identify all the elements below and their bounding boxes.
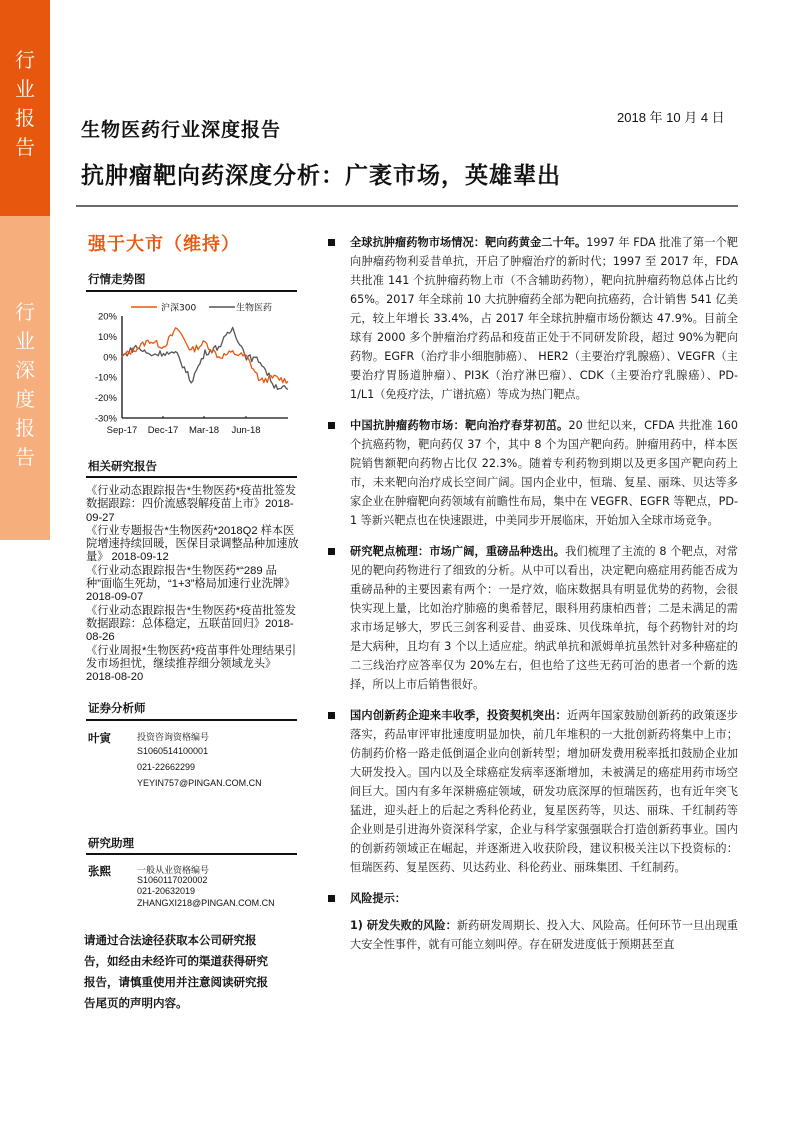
- sidebar-report-subcategory: [0, 216, 50, 540]
- sidebar-char: 告: [15, 445, 35, 469]
- bullet-square-icon: [328, 548, 335, 555]
- risk-item: [326, 916, 738, 954]
- section-divider: [86, 476, 297, 478]
- bullet-square-icon: [328, 712, 335, 719]
- bullet-body: 20 世纪以来，CFDA 共批准 160 个抗癌药物，靶向药仅 37 个，其中 8 个为国产靶向药。肿瘤用药中，样本医院销售额靶向药物占比仅 22.3%。随着专利药物到期以及更多国产靶向药上市，未来靶向治疗成长空间广阔。国内企业中，恒瑞、复星、丽珠、贝达等多家企业在肿瘤靶向药领域有前瞻性布局，集中在 VEGFR、EGFR 等靶点，PD-1 等新兴靶点也在快速跟进，中美同步开展临床，开始加入全球市场竞争。: [350, 419, 738, 527]
- analyst-phone: 021-22662299: [137, 762, 196, 772]
- bullet-body: 近两年国家鼓励创新药的政策逐步落实，药品审评审批速度明显加快，前几年堆积的一大批创新药将集中上市；仿制药价格一路走低倒逼企业向创新转型；增加研发费用税率抵扣鼓励企业加大研发投入。国内以及全球癌症发病率逐渐增加，未被满足的癌症用药市场空间巨大。国内有多年深耕癌症领域，研发功底深厚的恒瑞医药，也有近年突飞猛进，迎头赶上的后起之秀科伦药业，复星医药等，贝达、丽珠、千红制药等企业则是引进海外资深科学家，企业与科学家强强联合打造创新药事业。国内的创新药领域正在崛起，并逐渐进入收获阶段，建议积极关注以下投资标的：恒瑞医药、复星医药、贝达药业、科伦药业、丽珠集团、千红制药。: [350, 709, 738, 874]
- svg-text:-20%: -20%: [94, 393, 117, 405]
- summary-bullet: [326, 233, 738, 404]
- sidebar-char: 度: [15, 387, 35, 411]
- section-divider: [86, 853, 297, 855]
- sidebar-char: 告: [15, 135, 35, 159]
- svg-text:Sep-17: Sep-17: [106, 425, 138, 436]
- bullet-square-icon: [328, 422, 335, 429]
- chart-legend: [131, 302, 272, 314]
- svg-text:10%: 10%: [97, 331, 117, 343]
- svg-text:生物医药: 生物医药: [236, 303, 273, 314]
- bullet-body: 1997 年 FDA 批准了第一个靶向肿瘤药物利妥昔单抗，开启了肿瘤治疗的新时代；1997 至 2017 年，FDA 共批准 141 个抗肿瘤药物上市（不含辅助药物），靶向抗肿瘤药物总体占比约 65%。2017 年全球前 10 大抗肿瘤药全部为靶向抗癌药，合计销售 541 亿美元，较上年增长 33.4%，占 2017 年全球抗肿瘤市场份额达 47.9%。目前全球有 2000 多个肿瘤治疗药品和疫苗正处于不同研发阶段，超过 90%为靶向药物。EGFR（治疗非小细胞肺癌）、 HER2（主要治疗乳腺癌）、VEGFR（主要治疗胃肠道肿瘤）、PI3K（治疗淋巴瘤）、CDK（主要治疗乳腺癌）、PD-1/L1（免疫疗法，广谱抗癌）等成为热门靶点。: [350, 236, 738, 401]
- analyst-cert-label: 投资咨询资格编号: [137, 732, 210, 742]
- chart-series: [122, 327, 288, 389]
- bullet-square-icon: [328, 895, 335, 902]
- analyst-section-title: 证券分析师: [88, 701, 146, 715]
- risk-heading: 1) 研发失败的风险：: [350, 919, 457, 932]
- sidebar-char: 业: [15, 77, 35, 101]
- report-type: 生物医药行业深度报告: [81, 119, 282, 141]
- risk-bullet: [326, 889, 738, 908]
- section-divider: [86, 290, 297, 292]
- analyst-cert-no: S1060514100001: [137, 746, 209, 756]
- related-reports-title: 相关研究报告: [88, 459, 157, 473]
- market-trend-chart: [84, 295, 296, 445]
- line-chart: [84, 295, 296, 445]
- bullet-heading: 全球抗肿瘤药物市场情况：靶向药黄金二十年。: [350, 236, 587, 249]
- svg-text:Jun-18: Jun-18: [231, 425, 261, 436]
- assistant-cert-no: S1060117020002: [137, 874, 208, 885]
- bullet-body: 我们梳理了主流的 8 个靶点，对常见的靶向药物进行了细致的分析。从中可以看出，决定靶向癌症用药能否成为重磅品种的主要因素有两个：一是疗效，临床数据具有明显优势的药物，会很快实现上量，比如治疗肺癌的奥希替尼，眼科用药康柏西普；二是未满足的需求市场足够大，罗氏三剑客利妥昔、曲妥珠、贝伐珠单抗，每个药物针对的均是大病种，且均有 3 个以上适应症。纳武单抗和派姆单抗虽然针对多种癌症的二三线治疗应答率仅为 20%左右，但也给了这些无药可治的患者一个新的选择，所以上市后销售很好。: [350, 545, 738, 691]
- svg-text:Mar-18: Mar-18: [188, 425, 220, 436]
- assistant-email[interactable]: ZHANGXI218@PINGAN.COM.CN: [137, 897, 275, 908]
- bullet-heading: 国内创新药企迎来丰收季，投资契机突出：: [350, 709, 567, 722]
- related-report-link[interactable]: 《行业动态跟踪报告*生物医药*疫苗批签发数据跟踪：总体稳定，五联苗回归》2018-08-26: [86, 604, 297, 644]
- sidebar-char: 行: [15, 48, 35, 72]
- summary-bullet: [326, 416, 738, 530]
- bullet-square-icon: [328, 239, 335, 246]
- svg-text:0%: 0%: [103, 352, 117, 364]
- sidebar-report-category: [0, 0, 50, 216]
- sidebar-char: 业: [15, 329, 35, 353]
- rating-badge: 强于大市（维持）: [88, 234, 240, 255]
- assistant-section-title: 研究助理: [88, 836, 134, 850]
- x-axis-labels: [107, 416, 261, 436]
- sidebar-char: 行: [15, 300, 35, 324]
- section-divider: [86, 719, 297, 721]
- related-reports-list: [86, 485, 301, 684]
- chart-section-title: 行情走势图: [88, 272, 146, 286]
- summary-section: [326, 233, 738, 954]
- sidebar-char: 深: [15, 358, 35, 382]
- sidebar-char: 报: [15, 106, 35, 130]
- assistant-cert-label: 一般从业资格编号: [137, 865, 210, 875]
- related-report-link[interactable]: 《行业动态跟踪报告*生物医药*“289 品种”面临生死劫，“1+3”格局加速行业洗牌》 2018-09-07: [86, 564, 296, 604]
- bullet-heading: 中国抗肿瘤药物市场：靶向治疗春芽初茁。: [350, 419, 569, 432]
- risk-body: 新药研发周期长、投入大、风险高。任何环节一旦出现重大安全性事件，就有可能立刻叫停。存在研发进度低于预期甚至直: [350, 919, 738, 951]
- svg-text:-10%: -10%: [94, 372, 117, 384]
- assistant-name: 张熙: [88, 864, 111, 878]
- svg-text:20%: 20%: [97, 311, 117, 323]
- bullet-heading: 研究靶点梳理：市场广阔，重磅品种迭出。: [350, 545, 566, 558]
- page-title: 抗肿瘤靶向药深度分析：广袤市场，英雄辈出: [81, 163, 561, 189]
- svg-text:沪深300: 沪深300: [161, 303, 197, 314]
- analyst-name: 叶寅: [88, 731, 111, 745]
- report-date: 2018 年 10 月 4 日: [617, 110, 725, 125]
- sidebar-char: 报: [15, 416, 35, 440]
- sidebar-top-label: [0, 46, 50, 162]
- related-report-link[interactable]: 《行业动态跟踪报告*生物医药*疫苗批签发数据跟踪：四价流感裂解疫苗上市》2018-09-27: [86, 485, 297, 524]
- header-divider: [76, 205, 738, 207]
- legal-disclaimer: 请通过合法途径获取本公司研究报告，如经由未经许可的渠道获得研究报告，请慎重使用并注意阅读研究报告尾页的声明内容。: [84, 933, 268, 1010]
- bullet-heading: 风险提示：: [350, 892, 406, 905]
- analyst-email[interactable]: YEYIN757@PINGAN.COM.CN: [137, 778, 262, 788]
- assistant-phone: 021-20632019: [137, 886, 196, 896]
- summary-bullet: [326, 706, 738, 877]
- svg-text:-30%: -30%: [94, 413, 117, 425]
- sidebar-bottom-label: [0, 298, 50, 472]
- related-report-link[interactable]: 《行业专题报告*生物医药*2018Q2 样本医院增速持续回暖，医保目录调整品种加速放量》 2018-09-12: [86, 524, 299, 564]
- summary-bullet: [326, 542, 738, 694]
- svg-text:Dec-17: Dec-17: [147, 425, 179, 436]
- y-axis-labels: [95, 312, 118, 425]
- related-report-link[interactable]: 《行业周报*生物医药*疫苗事件处理结果引发市场担忧，继续推荐细分领域龙头》 2018-08-20: [86, 644, 297, 684]
